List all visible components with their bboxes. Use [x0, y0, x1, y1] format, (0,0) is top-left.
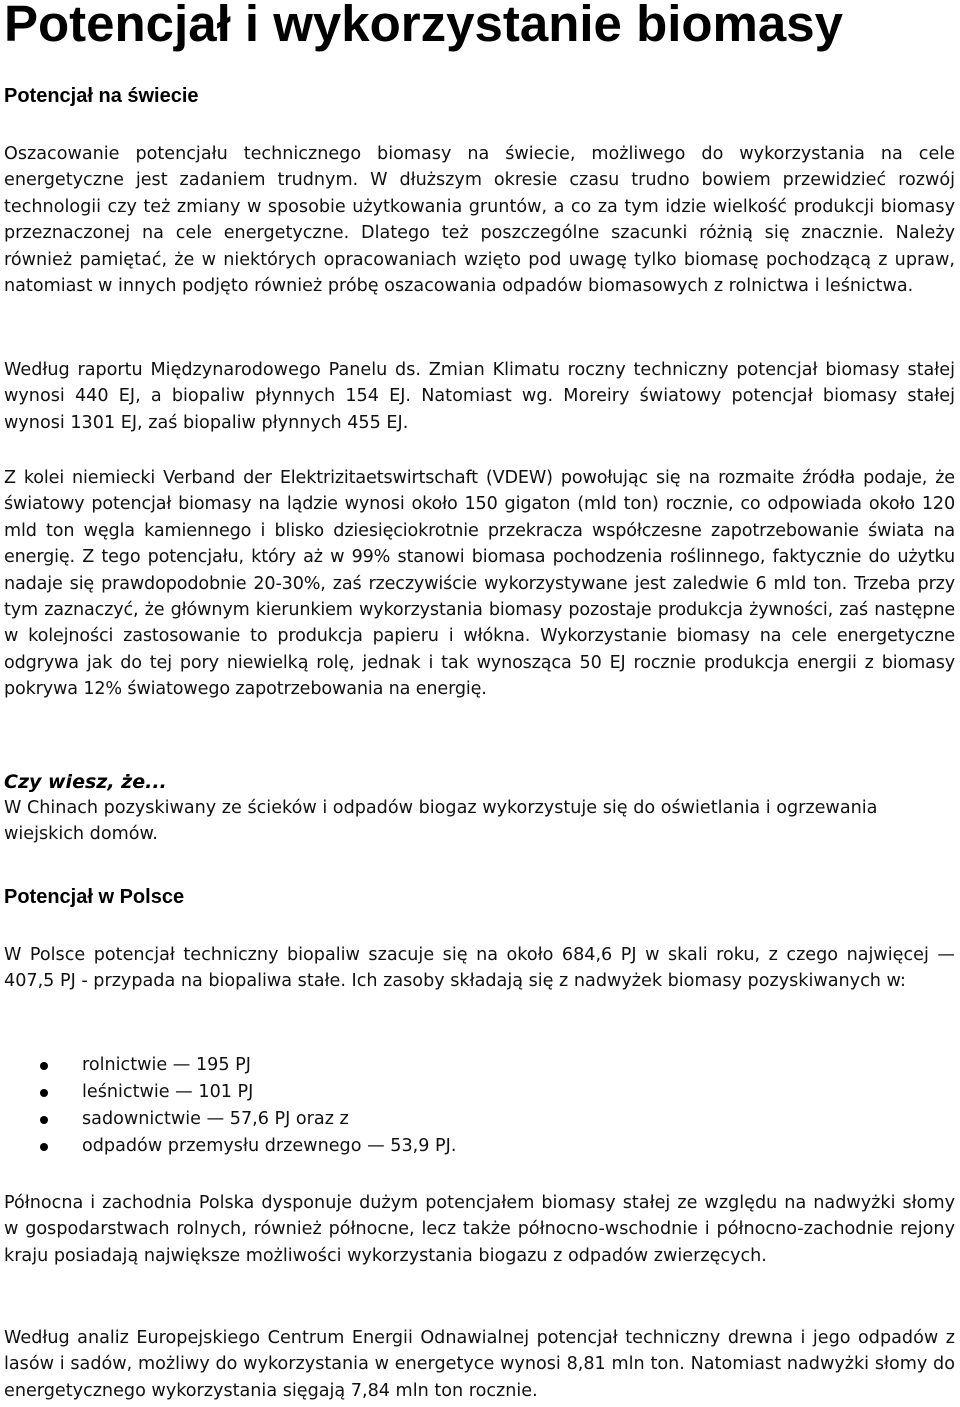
- bullet-icon: [40, 1116, 48, 1124]
- paragraph-world-2: Według raportu Międzynarodowego Panelu ds. Zmian Klimatu roczny techniczny potencjał biomasy stałej wynosi 440 EJ, a biopaliw płynnych 154 EJ. Natomiast wg. Moreiry światowy potencjał biomasy stałej wynosi 1301 EJ, zaś biopaliw płynnych 455 EJ.: [4, 360, 955, 433]
- bullet-icon: [40, 1062, 48, 1070]
- did-you-know-text: W Chinach pozyskiwany ze ścieków i odpadów biogaz wykorzystuje się do oświetlania i ogrzewania wiejskich domów.: [4, 798, 878, 845]
- section-heading-world: Potencjał na świecie: [4, 85, 199, 107]
- paragraph-poland-intro: W Polsce potencjał techniczny biopaliw szacuje się na około 684,6 PJ w skali roku, z czego najwięcej — 407,5 PJ - przypada na biopaliwa stałe. Ich zasoby składają się z nadwyżek biomasy pozyskiwanych w:: [4, 945, 955, 992]
- paragraph-world-3: Z kolei niemiecki Verband der Elektrizitaetswirtschaft (VDEW) powołując się na rozmaite źródła podaje, że światowy potencjał biomasy na lądzie wynosi około 150 gigaton (mld ton) rocznie, co odpowiada około 120 mld ton węgla kamiennego i blisko dziesięciokrotnie przekracza współczesne zapotrzebowanie świata na energię. Z tego potencjału, który aż w 99% stanowi biomasa pochodzenia roślinnego, faktycznie do użytku nadaje się prawdopodobnie 20-30%, zaś rzeczywiście wykorzystywane jest zaledwie 6 mld ton. Trzeba przy tym zaznaczyć, że głównym kierunkiem wykorzystania biomasy pozostaje produkcja żywności, zaś następne w kolejności zastosowanie to produkcja papieru i włókna. Wykorzystanie biomasy na cele energetyczne odgrywa jak do tej pory niewielką rolę, jednak i tak wynosząca 50 EJ rocznie produkcja energii z biomasy pokrywa 12% światowego zapotrzebowania na energię.: [4, 468, 955, 700]
- paragraph-world-1: Oszacowanie potencjału technicznego biomasy na świecie, możliwego do wykorzystania na cele energetyczne jest zadaniem trudnym. W dłuższym okresie czasu trudno bowiem przewidzieć rozwój technologii czy też zmiany w sposobie użytkowania gruntów, a co za tym idzie wielkość produkcji biomasy przeznaczonej na cele energetyczne. Dlatego też poszczególne szacunki różnią się znacznie. Należy również pamiętać, że w niektórych opracowaniach wzięto pod uwagę tylko biomasę pochodzącą z upraw, natomiast w innych podjęto również próbę oszacowania odpadów biomasowych z rolnictwa i leśnictwa.: [4, 144, 955, 297]
- bullet-icon: [40, 1089, 48, 1097]
- paragraph-poland-1: Północna i zachodnia Polska dysponuje dużym potencjałem biomasy stałej ze względu na nadwyżki słomy w gospodarstwach rolnych, również północne, lecz także północno-wschodnie i północno-zachodnie rejony kraju posiadają największe możliwości wykorzystania biogazu z odpadów zwierzęcych.: [4, 1193, 955, 1266]
- document-title: Potencjał i wykorzystanie biomasy: [4, 0, 843, 52]
- biomass-sources-list: [40, 1052, 456, 1160]
- list-item: rolnictwie — 195 PJ: [40, 1052, 456, 1079]
- section-heading-poland: Potencjał w Polsce: [4, 886, 185, 908]
- list-item: sadownictwie — 57,6 PJ oraz z: [40, 1106, 456, 1133]
- list-item: leśnictwie — 101 PJ: [40, 1079, 456, 1106]
- did-you-know-heading: Czy wiesz, że...: [4, 771, 167, 793]
- bullet-icon: [40, 1143, 48, 1151]
- list-item: odpadów przemysłu drzewnego — 53,9 PJ.: [40, 1133, 456, 1160]
- paragraph-poland-2: Według analiz Europejskiego Centrum Energii Odnawialnej potencjał techniczny drewna i jego odpadów z lasów i sadów, możliwy do wykorzystania w energetyce wynosi 8,81 mln ton. Natomiast nadwyżki słomy do energetycznego wykorzystania sięgają 7,84 mln ton rocznie.: [4, 1328, 955, 1401]
